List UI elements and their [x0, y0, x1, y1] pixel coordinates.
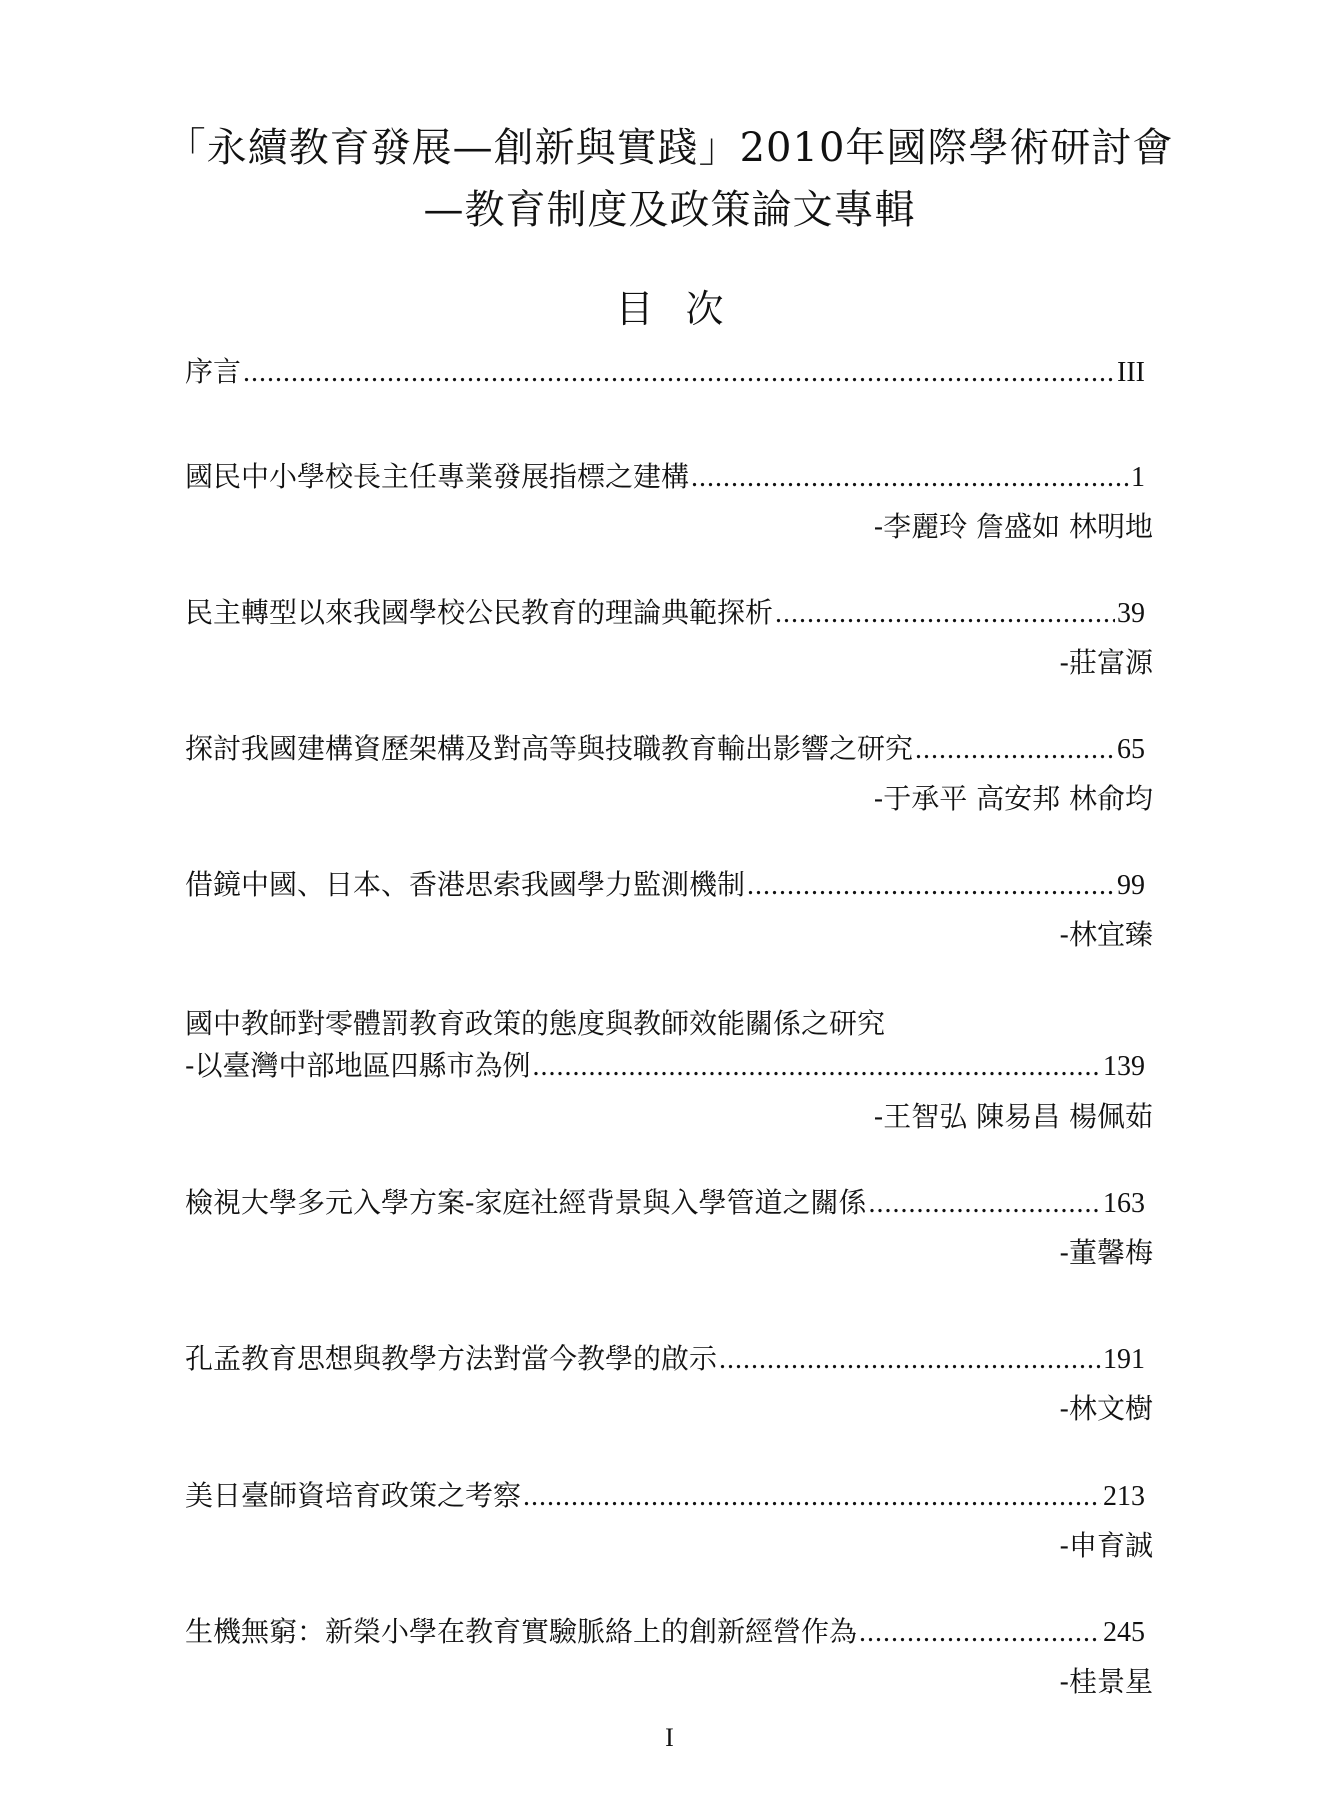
leader-dots [719, 1338, 1101, 1382]
document-title-line-2: —教育制度及政策論文專輯 [423, 187, 916, 233]
toc-entry-authors: -王智弘 陳易昌 楊佩茹 [873, 1100, 1153, 1133]
leader-dots [747, 864, 1115, 908]
toc-entry-page: 1 [1131, 462, 1145, 493]
toc-entry-authors: -董馨梅 [1059, 1236, 1153, 1269]
toc-heading: 目次 [615, 287, 756, 331]
toc-entry-authors: -莊富源 [1059, 646, 1153, 679]
toc-entry-authors: -林文樹 [1059, 1392, 1153, 1425]
toc-entry-preface [185, 350, 1145, 395]
toc-entry [185, 1474, 1145, 1519]
toc-entry [185, 1610, 1145, 1655]
toc-entry [185, 591, 1145, 636]
toc-entry [185, 455, 1145, 500]
toc-entry-title: 生機無窮：新榮小學在教育實驗脈絡上的創新經營作為 [185, 1615, 858, 1648]
toc-entry-title-line-1: 國中教師對零體罰教育政策的態度與教師效能關係之研究 [185, 1007, 886, 1040]
toc-entry [185, 1337, 1145, 1382]
toc-entry-authors: -桂景星 [1059, 1665, 1153, 1698]
leader-dots [691, 456, 1129, 500]
leader-dots [523, 1475, 1101, 1519]
toc-entry [185, 727, 1145, 772]
page-number: I [665, 1723, 674, 1752]
leader-dots [775, 592, 1115, 636]
toc-entry-title: 檢視大學多元入學方案-家庭社經背景與入學管道之關係 [185, 1186, 867, 1219]
toc-entry [185, 1181, 1145, 1226]
toc-entry-page: 39 [1117, 598, 1145, 629]
toc-entry-title: 民主轉型以來我國學校公民教育的理論典範探析 [185, 596, 774, 629]
toc-entry-title: 探討我國建構資歷架構及對高等與技職教育輸出影響之研究 [185, 732, 914, 765]
toc-entry-authors: -林宜臻 [1059, 918, 1153, 951]
leader-dots [915, 728, 1115, 772]
leader-dots [859, 1611, 1101, 1655]
leader-dots [532, 1045, 1101, 1089]
toc-entry-page: III [1117, 357, 1145, 388]
toc-entry-authors: -李麗玲 詹盛如 林明地 [873, 510, 1153, 543]
toc-entry-page: 163 [1103, 1188, 1145, 1219]
toc-entry-page: 245 [1103, 1617, 1145, 1648]
toc-entry-page: 191 [1103, 1344, 1145, 1375]
leader-dots [243, 351, 1115, 395]
toc-entry-title: 美日臺師資培育政策之考察 [185, 1479, 522, 1512]
toc-entry-title: 借鏡中國、日本、香港思索我國學力監測機制 [185, 868, 746, 901]
toc-entry-page: 65 [1117, 734, 1145, 765]
toc-entry-page: 213 [1103, 1481, 1145, 1512]
document-title-line-1: 「永續教育發展—創新與實踐」2010年國際學術研討會 [165, 125, 1174, 171]
toc-entry-title: -以臺灣中部地區四縣市為例 [185, 1049, 531, 1082]
toc-entry-authors: -于承平 高安邦 林俞均 [873, 782, 1153, 815]
toc-entry-page: 139 [1103, 1051, 1145, 1082]
toc-entry-title: 孔孟教育思想與教學方法對當今教學的啟示 [185, 1342, 718, 1375]
leader-dots [868, 1182, 1101, 1226]
toc-entry-authors: -申育誠 [1059, 1529, 1153, 1562]
toc-entry-page: 99 [1117, 870, 1145, 901]
toc-entry [185, 863, 1145, 908]
toc-entry [185, 1044, 1145, 1089]
toc-entry-title: 序言 [185, 355, 242, 388]
toc-entry-title: 國民中小學校長主任專業發展指標之建構 [185, 460, 690, 493]
